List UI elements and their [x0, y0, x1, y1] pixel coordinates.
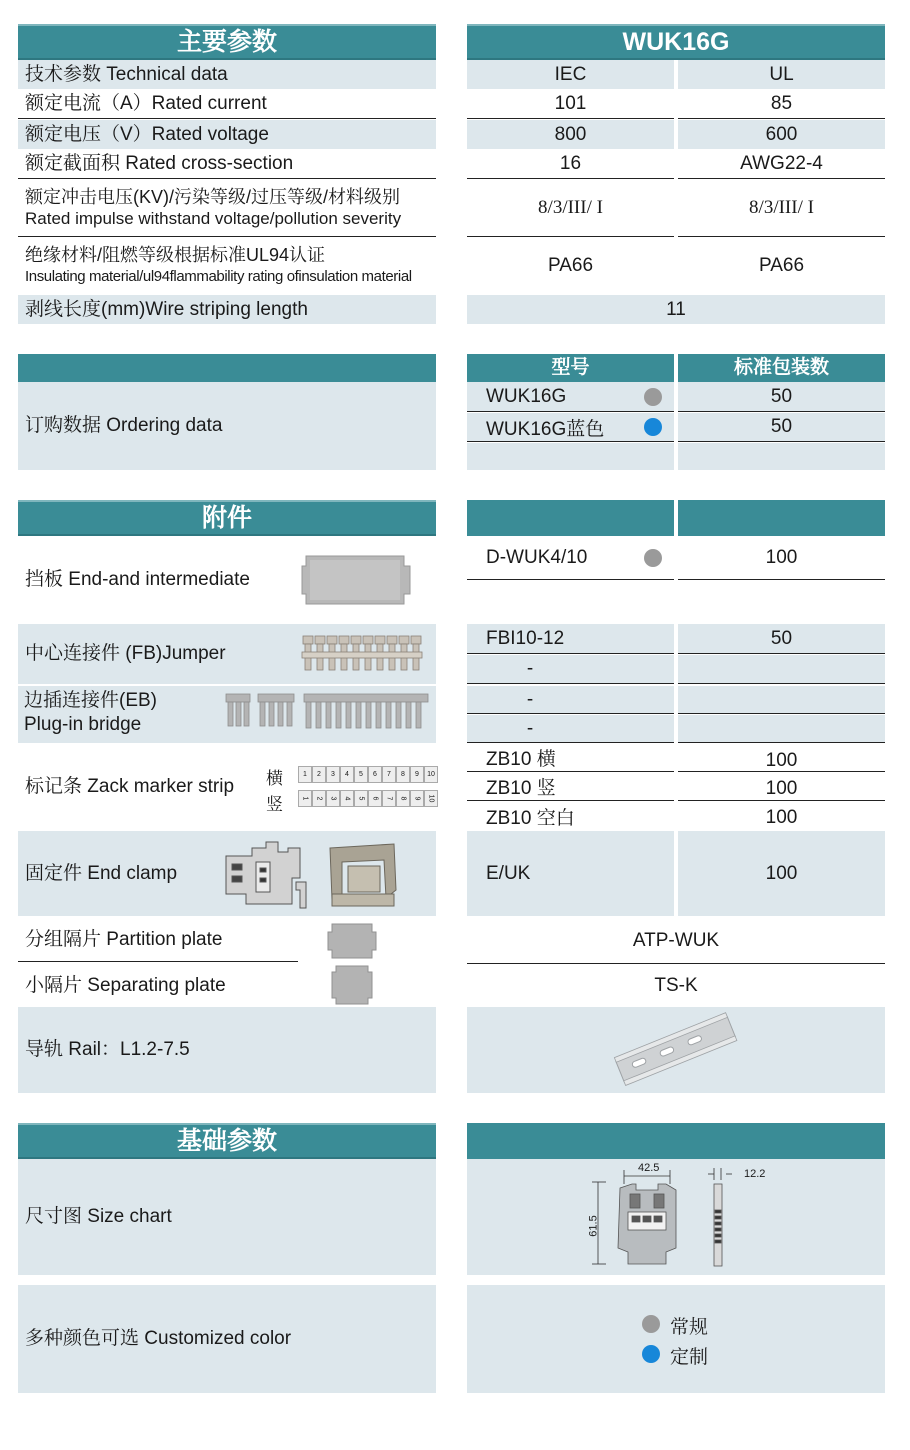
marker-model: ZB10 竖 [467, 773, 674, 801]
marker-cell: 2 [312, 766, 326, 783]
marker-cell-text: 8 [399, 796, 407, 801]
partition-plate-image [326, 920, 378, 962]
jumper-label: 中心连接件 (FB)Jumper [18, 624, 436, 684]
ordering-model: WUK16G [467, 382, 674, 412]
end-clamp-image [324, 840, 400, 910]
jumper-image [300, 634, 424, 674]
dash-cell: - [467, 686, 593, 714]
tech-row-ul: AWG22-4 [678, 149, 885, 179]
marker-cell-text: 5 [357, 796, 365, 801]
accessories-header-pack [678, 500, 885, 536]
rail-label: 导轨 Rail：L1.2-7.5 [18, 1007, 436, 1093]
marker-cell: 8 [396, 766, 410, 783]
marker-label: 标记条 Zack marker strip [25, 776, 235, 798]
marker-cell [340, 790, 354, 807]
endplate-pack: 100 [678, 537, 885, 580]
tech-header-right: WUK16G [467, 24, 885, 60]
marker-cell-text: 1 [301, 796, 309, 801]
dim-height: 61.5 [587, 1215, 600, 1237]
ordering-pack: 50 [678, 382, 885, 412]
marker-cell: 4 [340, 766, 354, 783]
tech-row-iec: IEC [467, 60, 674, 89]
empty-cell [678, 686, 885, 714]
marker-strip-vertical [298, 790, 438, 807]
tech-row-ul: 600 [678, 120, 885, 149]
marker-cell [382, 790, 396, 807]
marker-cell-text: 6 [371, 796, 379, 801]
endplate-label: 挡板 End-and intermediate [25, 569, 250, 591]
clamp-pack: 100 [678, 831, 885, 916]
ordering-model [467, 413, 674, 442]
marker-cell-text: 10 [427, 794, 435, 803]
marker-cell [410, 790, 424, 807]
ordering-empty-cell [678, 443, 885, 470]
impulse-label-cn: 额定冲击电压(KV)/污染等级/过压等级/材料级别 [25, 187, 401, 207]
clamp-label: 固定件 End clamp [18, 831, 436, 916]
marker-vertical-label: 竖 [266, 795, 283, 814]
clamp-model: E/UK [467, 831, 674, 916]
tech-header-left: 主要参数 [18, 24, 436, 60]
ordering-empty-cell [467, 443, 674, 470]
gray-color-dot-icon [644, 388, 662, 406]
tech-row-ul: UL [678, 60, 885, 89]
strip-length-value: 11 [467, 295, 885, 324]
marker-cell: 5 [354, 766, 368, 783]
din-rail-image [612, 1012, 740, 1088]
marker-horizontal-label: 横 [266, 769, 283, 788]
strip-length-label: 剥线长度(mm)Wire striping length [18, 295, 436, 324]
tech-row-label: 额定电流（A）Rated current [18, 89, 436, 119]
marker-cell [368, 790, 382, 807]
partition-value: ATP-WUK [467, 918, 885, 964]
size-chart-label: 尺寸图 Size chart [18, 1159, 436, 1275]
blue-color-dot-icon [642, 1345, 660, 1363]
ordering-header-left [18, 354, 436, 382]
jumper-model: FBI10-12 [467, 624, 674, 654]
tech-row-label: 技术参数 Technical data [18, 60, 436, 89]
dim-depth: 12.2 [744, 1168, 766, 1180]
ordering-label: 订购数据 Ordering data [18, 382, 436, 470]
marker-cell-text: 3 [329, 796, 337, 801]
dim-width: 42.5 [638, 1162, 660, 1174]
marker-cell: 9 [410, 766, 424, 783]
marker-model: ZB10 横 [467, 744, 674, 772]
marker-cell: 7 [382, 766, 396, 783]
gray-color-dot-icon [644, 549, 662, 567]
marker-pack: 100 [765, 807, 798, 828]
impulse-label [18, 180, 436, 237]
partition-label: 分组隔片 Partition plate [18, 918, 298, 962]
marker-cell: 1 [298, 766, 312, 783]
ordering-model-text: WUK16G蓝色 [486, 418, 605, 440]
color-custom-label: 定制 [670, 1347, 709, 1368]
plug-in-bridge-image [224, 690, 430, 734]
marker-cell: 10 [424, 766, 438, 783]
color-standard-label: 常规 [670, 1317, 709, 1338]
marker-cell [326, 790, 340, 807]
basic-header: 基础参数 [18, 1123, 436, 1159]
impulse-label-en: Rated impulse withstand voltage/pollution severity [25, 209, 402, 228]
end-plate-image [300, 552, 412, 608]
material-iec: PA66 [547, 255, 594, 276]
marker-cell-text: 9 [413, 796, 421, 801]
color-cell [467, 1285, 885, 1393]
empty-cell [678, 655, 885, 684]
marker-model: ZB10 空白 [486, 807, 575, 829]
color-label: 多种颜色可选 Customized color [18, 1285, 436, 1393]
end-clamp-drawing [222, 838, 312, 912]
blue-color-dot-icon [644, 418, 662, 436]
empty-cell [678, 715, 885, 743]
endplate-model: D-WUK4/10 [467, 537, 674, 580]
tech-row-label: 额定电压（V）Rated voltage [18, 120, 436, 149]
marker-pack: 100 [678, 773, 885, 801]
marker-cell: 6 [368, 766, 382, 783]
marker-cell-text: 2 [315, 796, 323, 801]
separating-plate-image [330, 964, 374, 1006]
material-label [18, 238, 436, 294]
separating-label: 小隔片 Separating plate [25, 975, 226, 997]
empty-cell [593, 715, 674, 743]
impulse-ul: 8/3/III/ I [678, 180, 885, 237]
material-label-en: Insulating material/ul94flammability rating ofinsulation material [25, 268, 412, 285]
dash-cell: - [467, 655, 593, 684]
material-label-cn: 绝缘材料/阻燃等级根据标准UL94认证 [25, 245, 326, 265]
accessories-header: 附件 [18, 500, 436, 536]
separating-value: TS-K [654, 975, 698, 996]
marker-pack: 100 [678, 744, 885, 772]
gray-color-dot-icon [642, 1315, 660, 1333]
empty-cell [593, 686, 674, 714]
marker-cell [298, 790, 312, 807]
ordering-col-pack: 标准包装数 [678, 354, 885, 382]
impulse-iec: 8/3/III/ I [467, 180, 674, 237]
material-ul: PA66 [758, 255, 805, 276]
marker-cell [312, 790, 326, 807]
tech-row-ul: 85 [678, 89, 885, 119]
bridge-label-en: Plug-in bridge [24, 714, 142, 735]
jumper-pack: 50 [678, 624, 885, 654]
marker-cell [396, 790, 410, 807]
basic-header-right [467, 1123, 885, 1159]
dash-cell: - [467, 715, 593, 743]
bridge-label-cn: 边插连接件(EB) [24, 690, 158, 711]
ordering-pack: 50 [678, 413, 885, 442]
tech-row-iec: 16 [467, 149, 674, 179]
tech-row-iec: 800 [467, 120, 674, 149]
accessories-header-model [467, 500, 674, 536]
marker-cell: 3 [326, 766, 340, 783]
marker-strip-horizontal [298, 766, 438, 783]
marker-cell-text: 4 [343, 796, 351, 801]
marker-cell [424, 790, 438, 807]
tech-row-label: 额定截面积 Rated cross-section [18, 149, 436, 179]
marker-cell [354, 790, 368, 807]
marker-cell-text: 7 [385, 796, 393, 801]
tech-row-iec: 101 [467, 89, 674, 119]
ordering-col-model: 型号 [467, 354, 674, 382]
empty-cell [593, 655, 674, 684]
